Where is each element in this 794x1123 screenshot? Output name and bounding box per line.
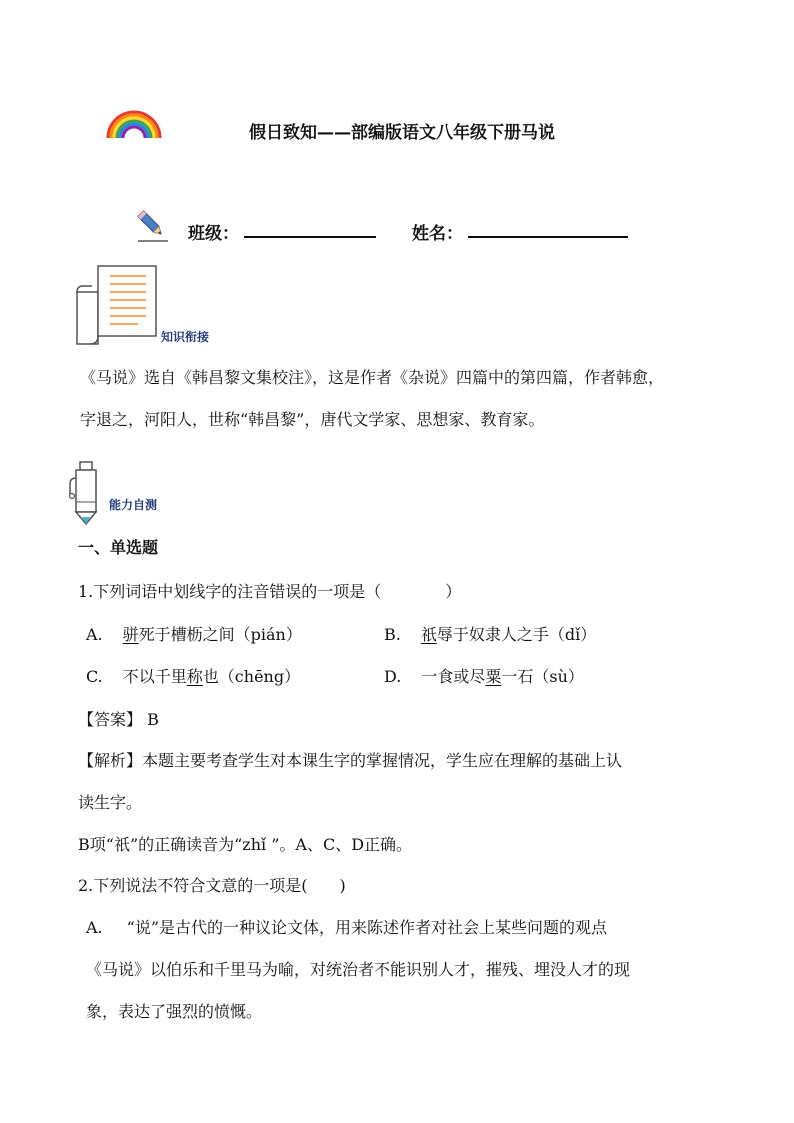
section-label-ability: 能力自测 — [109, 498, 158, 512]
q2-option-a-line-2: 《马说》以伯乐和千里马为喻，对统治者不能识别人才，摧残、埋没人才的现 — [86, 960, 631, 979]
q1-option-a-letter: A. — [86, 625, 103, 644]
q1-option-c-letter: C. — [86, 667, 103, 686]
pen-icon — [66, 460, 106, 528]
q1-option-a[interactable]: A. 骈死于槽枥之间（pián） — [86, 625, 302, 644]
intro-line-1: 《马说》选自《韩昌黎文集校注》，这是作者《杂说》四篇中的第四篇，作者韩愈， — [80, 368, 665, 387]
section-label-knowledge: 知识衔接 — [161, 330, 210, 344]
name-label: 姓名： — [412, 224, 463, 244]
q1-option-d[interactable]: D. 一食或尽粟一石（sù） — [384, 667, 584, 686]
q1-answer: 【答案】 B — [78, 710, 159, 729]
q1-option-b[interactable]: B. 祇辱于奴隶人之手（dǐ） — [384, 625, 597, 644]
q2-option-a[interactable] — [86, 918, 607, 938]
q2-option-a-letter: A. — [86, 918, 103, 937]
q1-option-a-underlined: 骈 — [122, 625, 139, 644]
q1-analysis-line-3: B项“祇”的正确读音为“zhǐ ”。A、C、D正确。 — [78, 835, 413, 854]
q1-stem: 1.下列词语中划线字的注音错误的一项是（ ） — [78, 582, 462, 601]
name-input-line[interactable] — [468, 236, 628, 238]
q2-stem: 2.下列说法不符合文意的一项是( ) — [78, 876, 346, 895]
q1-option-b-underlined: 祇 — [420, 625, 437, 644]
class-input-line[interactable] — [244, 236, 376, 238]
q1-option-c-underlined: 称 — [186, 667, 203, 686]
heading-single-choice: 一、单选题 — [78, 538, 159, 557]
q1-analysis-line-1: 【解析】本题主要考查学生对本课生字的掌握情况，学生应在理解的基础上认 — [78, 751, 623, 770]
page-title: 假日致知——部编版语文八年级下册马说 — [249, 123, 555, 143]
pencil-icon — [134, 207, 170, 243]
q2-option-a-line-3: 象，表达了强烈的愤慨。 — [86, 1002, 263, 1021]
q1-option-d-letter: D. — [384, 667, 402, 686]
class-label: 班级： — [188, 224, 239, 244]
q1-option-b-letter: B. — [384, 625, 401, 644]
q1-analysis-line-2: 读生字。 — [78, 793, 143, 812]
q2-option-a-line-1: “说”是古代的一种议论文体，用来陈述作者对社会上某些问题的观点 — [126, 918, 608, 937]
scroll-document-icon — [74, 264, 160, 346]
intro-line-2: 字退之，河阳人，世称“韩昌黎”，唐代文学家、思想家、教育家。 — [80, 410, 545, 429]
q1-option-c[interactable]: C. 不以千里称也（chēng） — [86, 667, 301, 686]
q1-option-d-underlined: 粟 — [485, 667, 502, 686]
